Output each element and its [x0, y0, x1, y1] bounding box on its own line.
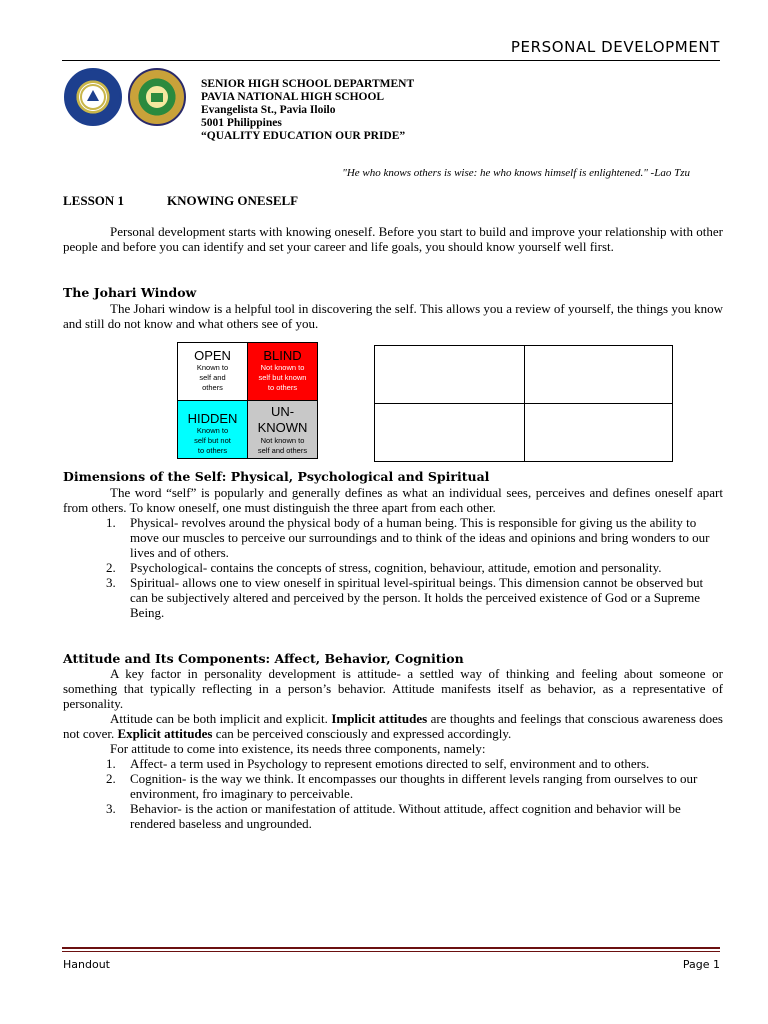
- school-seal-logo: [128, 68, 186, 126]
- blank-cell: [525, 346, 672, 404]
- johari-cell-title: HIDDEN: [187, 411, 238, 426]
- blank-cell: [375, 346, 525, 404]
- johari-cell-title: KNOWN: [257, 420, 308, 435]
- johari-cell-desc: self and: [199, 373, 226, 382]
- school-street: Evangelista St., Pavia Iloilo: [201, 104, 336, 116]
- footer-rule-thin: [62, 951, 720, 952]
- johari-paragraph: The Johari window is a helpful tool in discovering the self. This allows you a review of yourself, the things you know and still do not know and what others see of you.: [63, 301, 723, 331]
- johari-cell-desc: to others: [267, 383, 298, 392]
- blank-johari-grid: [374, 345, 673, 462]
- list-text: Spiritual- allows one to view oneself in spiritual level-spiritual beings. This dimension cannot be observed but can be subjectively altered and perceived by the person. It holds the perceived existence of God or a Supreme Being.: [130, 575, 704, 620]
- list-number: 3.: [106, 575, 116, 590]
- list-item: [106, 575, 724, 620]
- list-number: 2.: [106, 560, 116, 575]
- johari-cell-title: OPEN: [194, 348, 231, 363]
- list-item: [106, 756, 724, 771]
- page-number: Page 1: [682, 958, 720, 971]
- lesson-number: LESSON 1: [63, 193, 125, 208]
- blank-cell: [525, 404, 672, 461]
- attitude-heading: Attitude and Its Components: Affect, Behavior, Cognition: [63, 651, 464, 666]
- johari-heading: The Johari Window: [63, 285, 197, 300]
- johari-cell-desc: self but not: [194, 436, 231, 445]
- attitude-components-list: [106, 756, 724, 831]
- attitude-paragraph-2: [63, 711, 723, 741]
- blank-cell: [375, 404, 525, 461]
- dimensions-heading: Dimensions of the Self: Physical, Psychological and Spiritual: [63, 469, 490, 484]
- lesson-title: KNOWING ONESELF: [167, 193, 299, 208]
- dimensions-paragraph: The word “self” is popularly and generally defines as what an individual sees, perceives and defines oneself apart from others. To know oneself, one must distinguish the three apart from each other.: [63, 485, 723, 515]
- footer-rule-thick: [62, 947, 720, 949]
- attitude-text: are thoughts and feelings that conscious awareness does not cover.: [63, 711, 723, 741]
- johari-open-cell: [178, 343, 247, 400]
- list-item: [106, 560, 724, 575]
- attitude-paragraph-1: A key factor in personality development is attitude- a settled way of thinking and feeling about someone or something that typically reflecting in a person’s behavior. Attitude manifests itself as behavior, as a representative of personality.: [63, 666, 723, 711]
- list-text: Cognition- is the way we think. It encompasses our thoughts in different levels ranging from ourselves to our environment, fro imaginary to perceivable.: [130, 771, 698, 801]
- dimensions-list: [106, 515, 724, 620]
- header-rule: [62, 60, 720, 61]
- school-department: SENIOR HIGH SCHOOL DEPARTMENT: [201, 78, 415, 90]
- johari-cell-title: BLIND: [263, 348, 302, 363]
- johari-cell-desc: self and others: [257, 446, 308, 455]
- attitude-text: can be perceived consciously and expressed accordingly.: [212, 726, 512, 741]
- list-text: Behavior- is the action or manifestation of attitude. Without attitude, affect cognition and behavior will be rendered baseless and ungrounded.: [130, 801, 681, 831]
- school-address-block: [201, 78, 414, 143]
- school-postal: 5001 Philippines: [201, 117, 282, 129]
- list-item: [106, 801, 724, 831]
- johari-cell-desc: Not known to: [260, 363, 305, 372]
- attitude-paragraph-3: For attitude to come into existence, its needs three components, namely:: [110, 741, 486, 756]
- list-text: Affect- a term used in Psychology to represent emotions directed to self, environment and to others.: [130, 756, 650, 771]
- list-number: 1.: [106, 515, 116, 530]
- seal-emblem-icon: [78, 82, 108, 112]
- list-number: 1.: [106, 756, 116, 771]
- johari-cell-desc: Not known to: [260, 436, 305, 445]
- school-emblem-icon: [142, 82, 172, 112]
- johari-hidden-cell: [178, 401, 247, 458]
- lesson-heading: [63, 193, 298, 208]
- list-text: Physical- revolves around the physical body of a human being. This is responsible for giving us the ability to move our muscles to perceive our surroundings and to think of the ideas and opinions and bring wonders to our lives and of others.: [130, 515, 710, 560]
- school-motto: “QUALITY EDUCATION OUR PRIDE”: [201, 130, 406, 142]
- list-number: 2.: [106, 771, 116, 786]
- document-header-title: PERSONAL DEVELOPMENT: [510, 38, 720, 56]
- johari-cell-desc: self but known: [258, 373, 307, 382]
- epigraph-quote: "He who knows others is wise: he who knows himself is enlightened." -Lao Tzu: [342, 167, 690, 179]
- list-item: [106, 771, 724, 801]
- school-name: PAVIA NATIONAL HIGH SCHOOL: [201, 91, 385, 103]
- johari-cell-title: UN-: [270, 404, 295, 419]
- johari-cell-desc: others: [202, 383, 223, 392]
- implicit-term: Implicit attitudes: [331, 711, 428, 726]
- attitude-text: Attitude can be both implicit and explicit.: [110, 711, 332, 726]
- johari-cell-desc: Known to: [196, 426, 229, 435]
- explicit-term: Explicit attitudes: [117, 726, 213, 741]
- list-number: 3.: [106, 801, 116, 816]
- johari-cell-desc: Known to: [196, 363, 229, 372]
- intro-paragraph: Personal development starts with knowing oneself. Before you start to build and improve your relationship with other people and before you can identify and set your career and life goals, you should know yourself well first.: [63, 224, 723, 254]
- johari-window-diagram: [177, 342, 318, 459]
- johari-blind-cell: [248, 343, 317, 400]
- deped-seal-logo: [64, 68, 122, 126]
- johari-unknown-cell: [248, 401, 317, 458]
- list-item: [106, 515, 724, 560]
- list-text: Psychological- contains the concepts of stress, cognition, behaviour, attitude, emotion and personality.: [130, 560, 662, 575]
- footer-label: Handout: [63, 958, 110, 971]
- johari-cell-desc: to others: [197, 446, 228, 455]
